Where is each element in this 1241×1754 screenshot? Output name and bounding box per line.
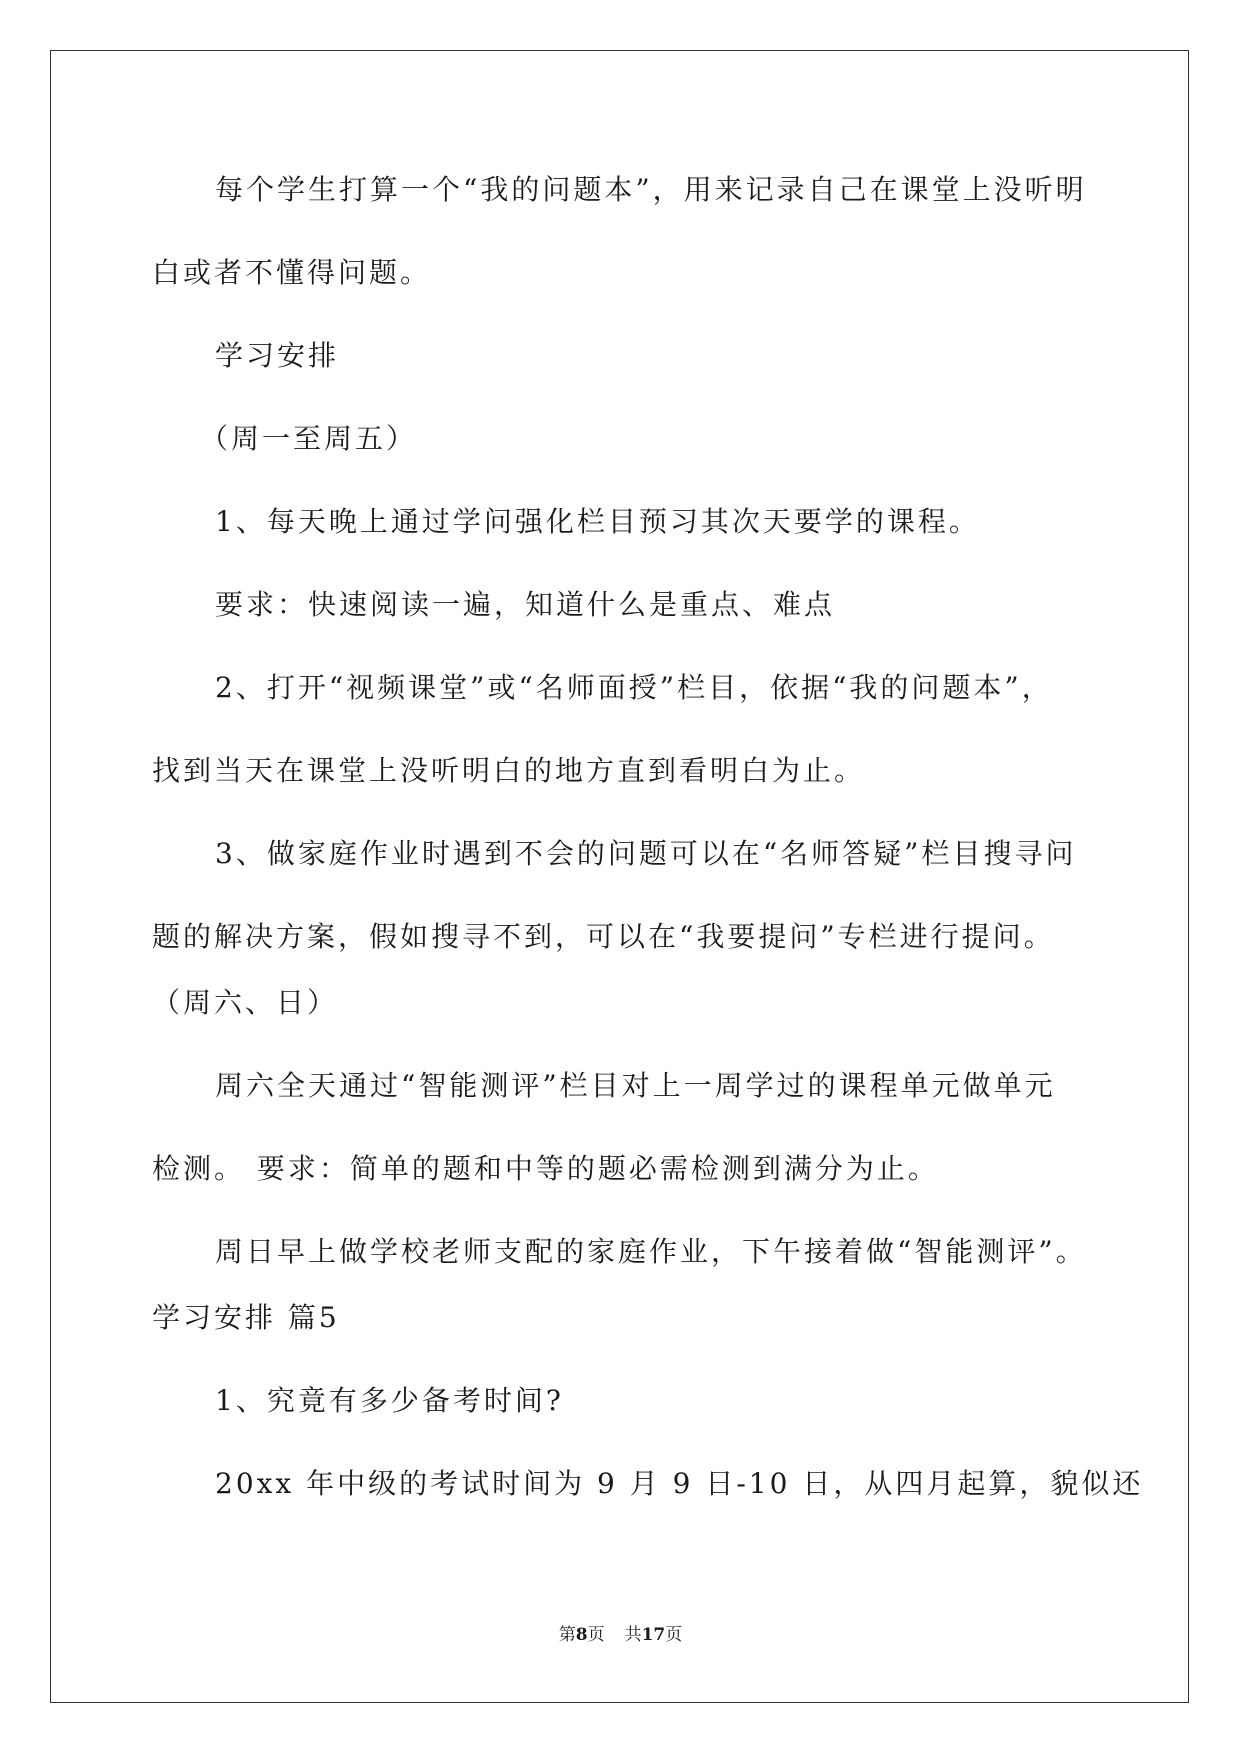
section-heading: 学习安排 (215, 339, 340, 372)
text-line-9: 3、做家庭作业时遇到不会的问题可以在“名师答疑”栏目搜寻问 (215, 837, 1077, 870)
footer-prefix: 第 (558, 1625, 576, 1645)
footer-total-pages: 17 (641, 1625, 666, 1645)
text-line-13: 检测。 要求：简单的题和中等的题必需检测到满分为止。 (152, 1152, 939, 1185)
footer-page-number: 8 (575, 1625, 588, 1645)
footer-page-suffix: 页 (587, 1625, 605, 1645)
text-line-8: 找到当天在课堂上没听明白的地方直到看明白为止。 (152, 754, 866, 787)
page-footer (0, 1624, 1241, 1646)
section-heading-part5: 学习安排 篇5 (152, 1301, 340, 1334)
text-line-6: 要求：快速阅读一遍，知道什么是重点、难点 (215, 588, 836, 621)
text-line-1: 每个学生打算一个“我的问题本”，用来记录自己在课堂上没听明 (215, 173, 1087, 206)
text-line-7: 2、打开“视频课堂”或“名师面授”栏目，依据“我的问题本”， (215, 671, 1053, 704)
text-line-14: 周日早上做学校老师支配的家庭作业，下午接着做“智能测评”。 (215, 1235, 1087, 1268)
text-line-16: 1、究竟有多少备考时间? (215, 1384, 564, 1417)
footer-total-suffix: 页 (665, 1625, 683, 1645)
text-line-10: 题的解决方案，假如搜寻不到，可以在“我要提问”专栏进行提问。 (152, 920, 1055, 953)
footer-total-prefix: 共 (624, 1625, 642, 1645)
text-line-weekday: （周一至周五） (200, 422, 418, 455)
text-line-weekend: （周六、日） (152, 986, 339, 1019)
page-border (50, 50, 1189, 1703)
text-line-2: 白或者不懂得问题。 (152, 256, 432, 289)
text-line-12: 周六全天通过“智能测评”栏目对上一周学过的课程单元做单元 (215, 1069, 1056, 1102)
text-line-5: 1、每天晚上通过学问强化栏目预习其次天要学的课程。 (215, 505, 980, 538)
text-line-17: 20xx 年中级的考试时间为 9 月 9 日-10 日，从四月起算，貌似还 (215, 1467, 1144, 1500)
